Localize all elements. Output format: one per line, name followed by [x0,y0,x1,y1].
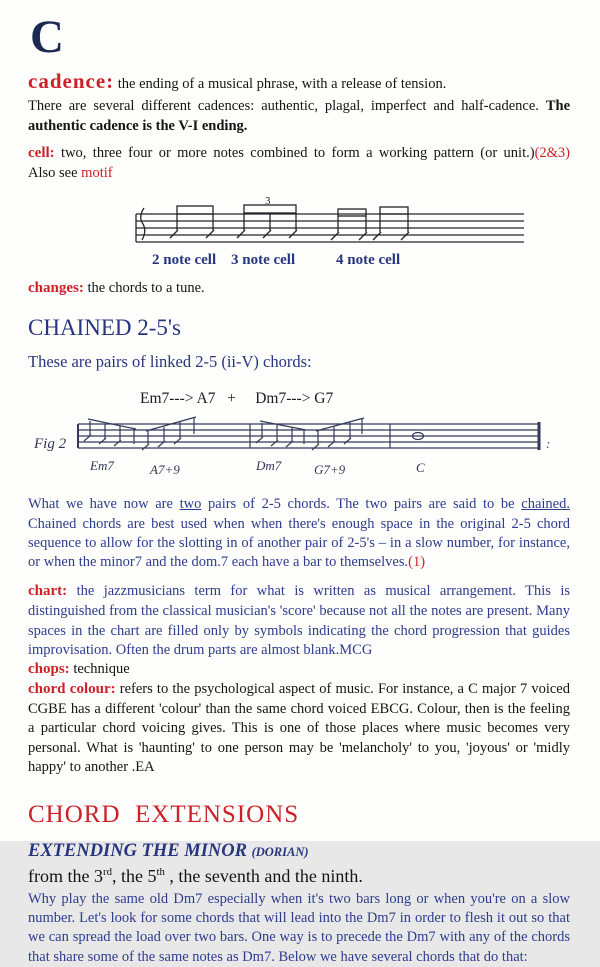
fig2-staff [28,414,568,480]
cadence-term: cadence: [28,69,115,93]
chart-def: the jazzmusicians term for what is written as musical arrangement. This is distinguished from the classical musician's 'score' because not all the notes are present. Many spaces in the chart are filled only by symbols indicating the chord progression that guides improvisation. Often the drum parts are almost blank.MCG [28,583,570,658]
fig2-chord-1: Em7 [90,458,114,474]
chained-paragraph [28,495,570,572]
note-cell-staff [128,196,528,272]
cell-term: cell: [28,144,55,161]
chord-colour-term: chord colour: [28,681,116,698]
dm7-paragraph: Why play the same old Dm7 especially when it's two bars long or when you're on a slow number. Let's look for some chords that will lead into the Dm7 in order to flesh it out so that we can spread the load over two bars. One way is to precede the Dm7 with any of the chords that share some of the same notes as Dm7. Below we have several chords that do that: [28,890,570,965]
chained-text-b: pairs of 2-5 chords. The two pairs are said to be [201,496,522,513]
intervals-c: , the seventh and the ninth. [164,865,363,886]
chained-ref: (1) [408,554,426,571]
section-letter: C [30,11,64,63]
cadence-note-bold: The authentic cadence is the V-I ending. [28,98,570,134]
intervals-sup-rd: rd [102,865,112,878]
dorian-label: (DORIAN) [251,844,309,859]
also-see-text: Also see [28,164,82,181]
extending-minor-text: EXTENDING THE MINOR [28,840,252,861]
chord-formula: Em7---> A7 + Dm7---> G7 [140,390,334,408]
cell-also-line [28,164,570,183]
entry-chops [28,660,570,680]
chained-text-c: Chained chords are best used when when there's enough space in the original 2-5 chord sequence to allow for the slotting in of another pair of 2-5's – in a slow number, for instance, or when the minor7 and the dom.7 each have a bar to themselves. [28,515,570,571]
entry-changes [28,279,570,299]
fig2-figure [28,414,570,485]
chops-term: chops: [28,661,70,678]
chained-intro: These are pairs of linked 2-5 (ii-V) chords: [28,352,312,372]
two-note-cell-label: 2 note cell [152,252,217,269]
triplet-number: 3 [265,195,271,208]
fig2-chord-2: A7+9 [150,462,180,478]
changes-term: changes: [28,280,84,297]
entry-cell [28,144,570,164]
fig2-end-mark: : [546,436,551,452]
intervals-line [28,866,570,887]
motif-link: motif [81,164,113,181]
fig2-label: Fig 2 [34,436,67,453]
chart-term: chart: [28,583,68,600]
fig2-chord-5: C [416,460,425,476]
chord-extensions-heading: CHORD EXTENSIONS [28,801,300,829]
entry-chord-colour [28,680,570,777]
cadence-def: the ending of a musical phrase, with a release of tension. [114,76,447,92]
chained-heading: CHAINED 2-5's [28,315,181,340]
cadence-note [28,97,570,136]
four-note-cell-label: 4 note cell [336,252,401,269]
cadence-note-text: There are several different cadences: authentic, plagal, imperfect and half-cadence. [28,98,546,115]
cell-ref: (2&3) [534,144,570,161]
note-cell-staff-figure [128,196,570,277]
chained-underline-chained: chained. [521,496,570,513]
entry-cadence [28,71,570,94]
fig2-chord-4: G7+9 [314,462,346,478]
extending-minor-subheading [28,841,570,862]
intervals-a: from the 3 [28,865,103,886]
intervals-b: , the 5 [111,865,157,886]
entry-chart [28,582,570,660]
fig2-chord-3: Dm7 [256,458,282,474]
intervals-sup-th: th [156,865,165,878]
chained-underline-two: two [179,496,202,513]
changes-def: the chords to a tune. [83,280,205,297]
three-note-cell-label: 3 note cell [231,252,296,269]
cell-def: two, three four or more notes combined to form a working pattern (or unit.) [54,144,535,161]
beam-descending-2 [260,421,306,430]
chops-def: technique [69,661,130,678]
chord-colour-def: refers to the psychological aspect of music. For instance, a C major 7 voiced CGBE has a different 'colour' than the same chord voiced EBCG. Colour, then is the feeling a particular chord voicing gives. This is one of those places where music becomes very personal. What is 'haunting' to one person may be 'melancholy' to you, 'joyous' or 'midly happy' to another .EA [28,681,570,775]
chained-text-a: What we have now are [28,496,180,513]
